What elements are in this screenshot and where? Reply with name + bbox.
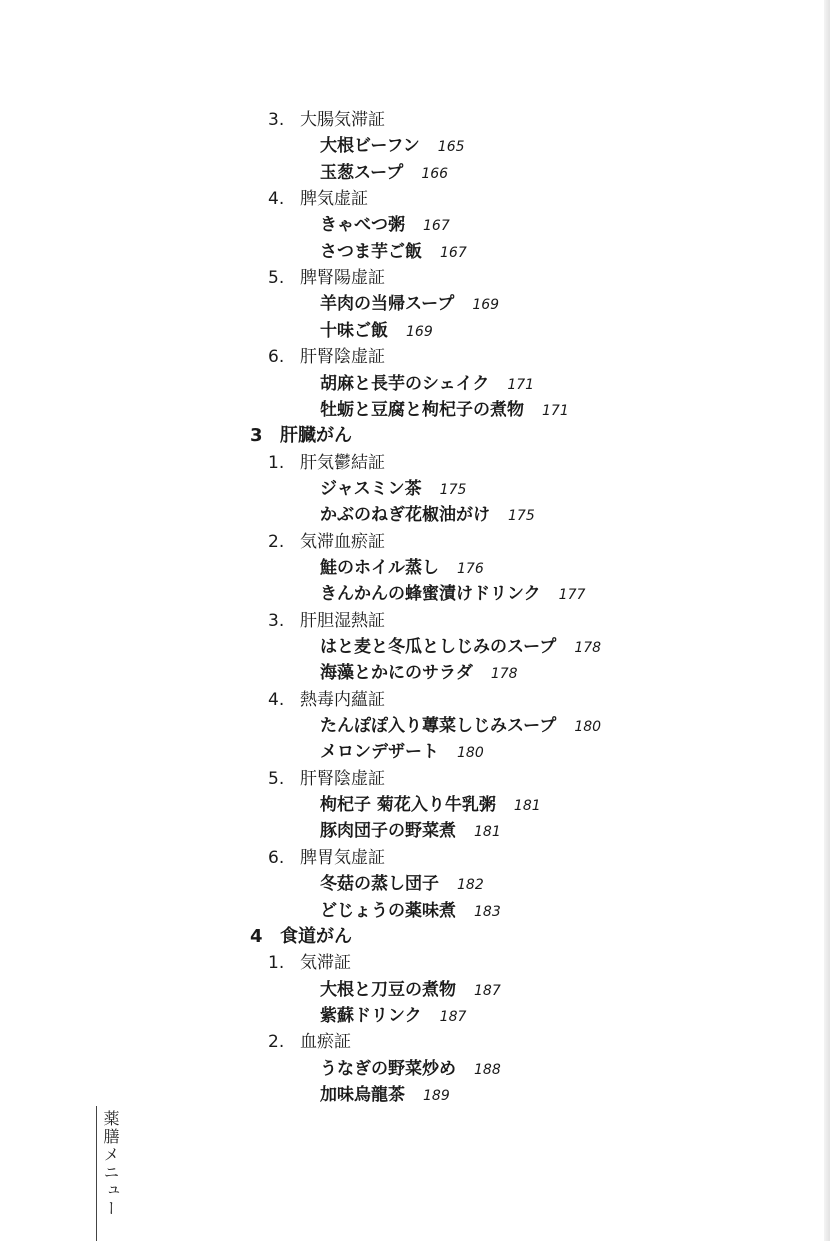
page-number: 181 <box>513 798 541 815</box>
page-number: 178 <box>574 640 602 656</box>
page-number: 188 <box>474 1061 501 1078</box>
recipe-title: 牡蛎と豆腐と枸杞子の煮物 <box>320 399 524 420</box>
side-label: 薬膳メニュー <box>101 1110 120 1218</box>
toc-section-heading <box>268 687 385 713</box>
toc-recipe-item <box>320 581 585 607</box>
section-number: 2. <box>268 1032 285 1053</box>
toc-recipe-item <box>320 397 569 423</box>
toc-section-heading <box>268 608 385 634</box>
section-number: 2. <box>268 531 285 552</box>
page-number: 165 <box>437 139 465 156</box>
recipe-title: 紫蘇ドリンク <box>320 1005 422 1026</box>
toc-recipe-item <box>320 977 501 1003</box>
section-title: 大腸気滞証 <box>300 110 385 130</box>
chapter-number: 3 <box>250 425 263 447</box>
page-number: 167 <box>423 218 450 235</box>
recipe-title: うなぎの野菜炒め <box>320 1058 456 1079</box>
section-title: 気滞証 <box>300 953 351 974</box>
recipe-title: ジャスミン茶 <box>320 478 422 499</box>
toc-recipe-item <box>320 660 518 686</box>
section-number: 6. <box>268 347 285 368</box>
page-number: 167 <box>440 244 467 261</box>
section-title: 肝腎陰虚証 <box>300 768 385 789</box>
recipe-title: 胡麻と長芋のシェイク <box>320 373 490 394</box>
page-number: 189 <box>423 1087 450 1104</box>
recipe-title: たんぽぽ入り蓴菜しじみスープ <box>320 716 557 737</box>
recipe-title: 冬菇の蒸し団子 <box>320 874 439 895</box>
recipe-title: きゃべつ粥 <box>320 215 405 236</box>
toc-recipe-item <box>320 898 501 924</box>
toc-section-heading <box>268 265 385 291</box>
section-number: 3. <box>268 610 285 631</box>
toc-recipe-item <box>320 160 448 186</box>
section-title: 脾気虚証 <box>300 189 368 210</box>
toc-section-heading <box>268 450 385 476</box>
page-number: 177 <box>558 587 586 604</box>
recipe-title: 枸杞子 菊花入り牛乳粥 <box>320 795 496 816</box>
recipe-title: 鮭のホイル蒸し <box>320 557 439 578</box>
toc-recipe-item <box>320 133 465 159</box>
section-number: 5. <box>268 768 285 789</box>
page-number: 183 <box>474 903 501 920</box>
toc-recipe-item <box>320 476 466 502</box>
section-title: 熱毒内蘊証 <box>300 689 385 710</box>
toc-recipe-item <box>320 792 541 818</box>
page-number: 187 <box>474 982 501 999</box>
recipe-title: 豚肉団子の野菜煮 <box>320 821 456 842</box>
section-title: 肝腎陰虚証 <box>300 347 385 368</box>
toc-section-heading <box>268 186 368 212</box>
recipe-title: 羊肉の当帰スープ <box>320 294 455 315</box>
toc-section-heading <box>268 950 351 976</box>
toc-section-heading <box>268 529 385 555</box>
toc-recipe-item <box>320 1056 501 1082</box>
toc-recipe-item <box>320 871 484 897</box>
recipe-title: どじょうの薬味煮 <box>320 900 456 921</box>
page-number: 169 <box>472 297 500 314</box>
toc-recipe-item <box>320 1082 450 1108</box>
section-title: 脾腎陽虚証 <box>300 268 385 289</box>
section-number: 1. <box>268 452 285 473</box>
page-number: 169 <box>406 323 433 340</box>
recipe-title: 大根ビーフン <box>320 136 420 157</box>
toc-recipe-item <box>320 371 534 397</box>
recipe-title: はと麦と冬瓜としじみのスープ <box>320 637 557 657</box>
section-title: 脾胃気虚証 <box>300 847 385 868</box>
page-number: 171 <box>507 376 535 393</box>
section-number: 6. <box>268 847 285 868</box>
toc-recipe-item <box>320 555 484 581</box>
page-number: 182 <box>457 877 484 894</box>
page-number: 175 <box>439 481 467 498</box>
section-number: 4. <box>268 689 285 710</box>
page-number: 180 <box>574 719 602 736</box>
page-number: 178 <box>490 666 518 683</box>
section-number: 1. <box>268 953 285 974</box>
toc-recipe-item <box>320 739 484 765</box>
recipe-title: 大根と刀豆の煮物 <box>320 979 456 1000</box>
page-number: 180 <box>457 745 484 762</box>
page-number: 175 <box>508 508 535 525</box>
recipe-title: 玉葱スープ <box>320 162 404 183</box>
toc-section-heading <box>268 1029 351 1055</box>
page-number: 166 <box>421 165 449 182</box>
section-title: 気滞血瘀証 <box>300 531 385 552</box>
section-number: 4. <box>268 189 285 210</box>
section-title: 肝気鬱結証 <box>300 452 385 473</box>
chapter-title: 肝臓がん <box>280 425 352 447</box>
toc-recipe-item <box>320 634 601 660</box>
chapter-title: 食道がん <box>280 925 352 947</box>
toc-recipe-item <box>320 212 450 238</box>
toc-section-heading <box>268 107 385 133</box>
page-number: 181 <box>474 824 501 841</box>
section-title: 肝胆湿熱証 <box>300 610 385 631</box>
toc-chapter-heading <box>250 924 352 950</box>
toc-recipe-item <box>320 318 433 344</box>
recipe-title: 加味烏龍茶 <box>320 1084 405 1105</box>
toc-chapter-heading <box>250 423 352 449</box>
recipe-title: さつま芋ご飯 <box>320 241 422 262</box>
section-number: 3. <box>268 110 285 130</box>
recipe-title: メロンデザート <box>320 742 439 763</box>
toc-recipe-item <box>320 239 467 265</box>
toc-section-heading <box>268 344 385 370</box>
chapter-number: 4 <box>250 925 263 947</box>
toc-recipe-item <box>320 818 501 844</box>
page-number: 176 <box>457 560 484 577</box>
side-rule <box>96 1106 97 1241</box>
toc-section-heading <box>268 845 385 871</box>
recipe-title: 十味ご飯 <box>320 320 388 341</box>
recipe-title: 海藻とかにのサラダ <box>320 663 473 684</box>
toc-recipe-item <box>320 713 601 739</box>
recipe-title: かぶのねぎ花椒油がけ <box>320 505 490 526</box>
toc-recipe-item <box>320 291 499 317</box>
toc-section-heading <box>268 766 385 792</box>
section-number: 5. <box>268 268 285 289</box>
recipe-title: きんかんの蜂蜜漬けドリンク <box>320 584 541 605</box>
page-number: 187 <box>439 1008 467 1025</box>
section-title: 血瘀証 <box>300 1032 351 1053</box>
toc-recipe-item <box>320 1003 466 1029</box>
page-number: 171 <box>542 402 569 419</box>
toc-recipe-item <box>320 502 535 528</box>
